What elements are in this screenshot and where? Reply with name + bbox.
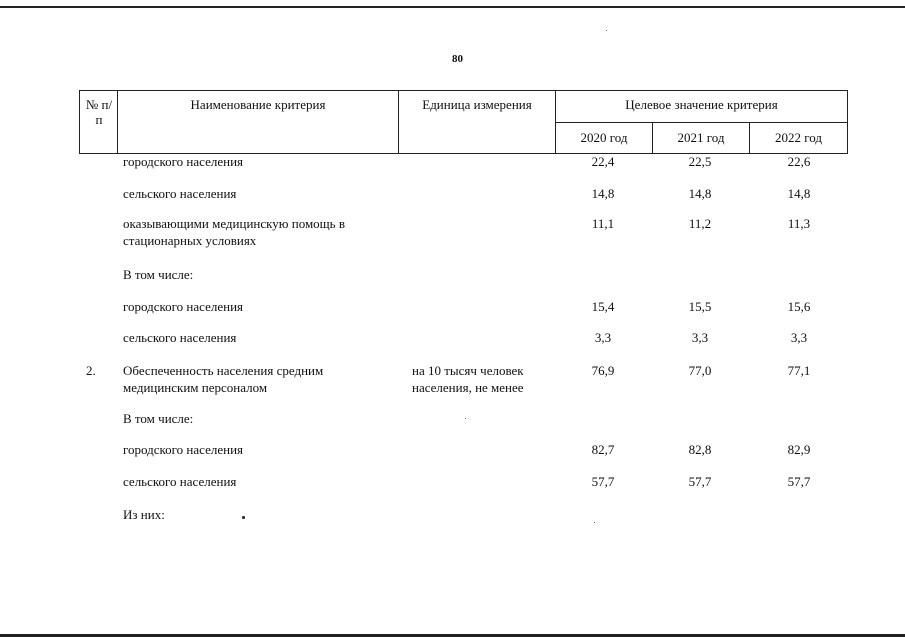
scan-speck <box>242 516 245 519</box>
row-unit: на 10 тысяч человек населения, не менее <box>412 363 524 395</box>
scan-speck <box>594 522 595 523</box>
row-value-2020: 14,8 <box>591 186 615 201</box>
row-value-2022: 82,9 <box>787 442 811 457</box>
header-divider <box>555 122 848 123</box>
table-header <box>79 90 848 154</box>
row-criterion: сельского населения <box>123 330 237 345</box>
top-rule <box>0 6 905 8</box>
row-value-2021: 14,8 <box>688 186 712 201</box>
row-value-2022: 77,1 <box>787 363 811 378</box>
row-criterion: сельского населения <box>123 474 237 489</box>
row-criterion: городского населения <box>123 299 244 314</box>
row-value-2021: 82,8 <box>688 442 712 457</box>
row-value-2020: 3,3 <box>594 330 612 345</box>
col-header-year-2020: 2020 год <box>580 130 628 145</box>
row-value-2021: 22,5 <box>688 154 712 169</box>
row-value-2020: 57,7 <box>591 474 615 489</box>
col-header-number: № п/п <box>85 97 113 127</box>
row-value-2021: 3,3 <box>691 330 709 345</box>
row-value-2022: 3,3 <box>790 330 808 345</box>
row-number: 2. <box>86 363 96 378</box>
row-value-2020: 82,7 <box>591 442 615 457</box>
row-value-2020: 22,4 <box>591 154 615 169</box>
row-criterion: городского населения <box>123 154 244 169</box>
col-header-target: Целевое значение критерия <box>625 97 778 112</box>
col-header-criterion: Наименование критерия <box>190 97 326 112</box>
col-header-unit: Единица измерения <box>422 97 532 112</box>
row-criterion: сельского населения <box>123 186 237 201</box>
row-criterion: В том числе: <box>123 411 194 426</box>
header-border-top <box>79 90 848 91</box>
row-value-2022: 57,7 <box>787 474 811 489</box>
row-value-2021: 77,0 <box>688 363 712 378</box>
row-criterion: городского населения <box>123 442 244 457</box>
row-value-2021: 11,2 <box>688 216 712 231</box>
row-criterion: В том числе: <box>123 267 194 282</box>
row-value-2022: 15,6 <box>787 299 811 314</box>
page-number: 80 <box>452 53 463 65</box>
row-criterion: Обеспеченность населения средним медицинским персоналом <box>123 363 324 395</box>
scan-speck <box>606 30 607 31</box>
row-value-2021: 15,5 <box>688 299 712 314</box>
row-value-2020: 76,9 <box>591 363 615 378</box>
row-value-2022: 11,3 <box>787 216 811 231</box>
header-border-left <box>79 90 80 154</box>
row-value-2020: 11,1 <box>591 216 615 231</box>
row-value-2022: 22,6 <box>787 154 811 169</box>
row-criterion: оказывающими медицинскую помощь в стационарных условиях <box>123 216 346 248</box>
bottom-rule <box>0 634 905 637</box>
row-criterion: Из них: <box>123 507 165 522</box>
row-value-2021: 57,7 <box>688 474 712 489</box>
scan-speck <box>465 418 466 419</box>
col-header-year-2022: 2022 год <box>775 130 822 145</box>
row-value-2020: 15,4 <box>591 299 615 314</box>
col-header-year-2021: 2021 год <box>677 130 725 145</box>
row-value-2022: 14,8 <box>787 186 811 201</box>
